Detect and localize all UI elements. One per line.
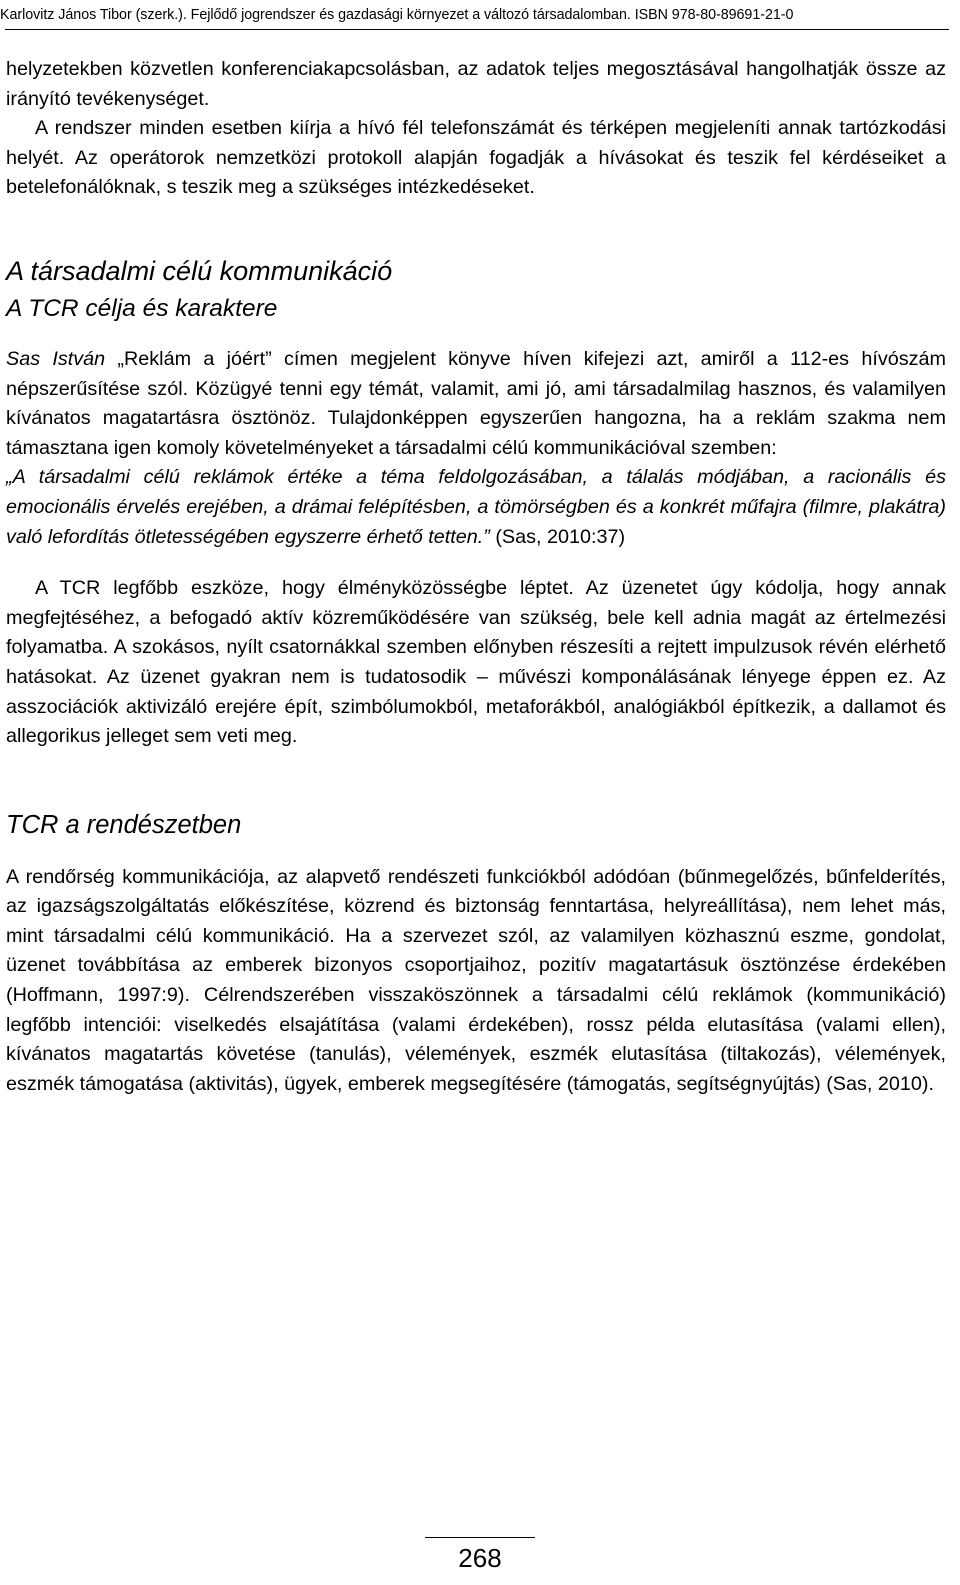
- author-name: Sas István: [6, 347, 106, 370]
- paragraph-3: [6, 345, 946, 463]
- block-quote: [6, 463, 946, 552]
- spacer: [6, 552, 946, 574]
- page-body: [6, 55, 946, 1099]
- spacer: [6, 324, 946, 345]
- paragraph-5: A rendőrség kommunikációja, az alapvető rendészeti funkciókból adódóan (bűnmegelőzés, bűnfelderítés, az igazságszolgáltatás előkészítése, közrend és biztonság fenntartása, helyreállítása), nem lehet más, mint társadalmi célú kommunikáció. Ha a szervezet szól, az valamilyen közhasznú eszme, gondolat, üzenet továbbítása az emberek bizonyos csoportjaihoz, pozitív magatartásuk ösztönzése érdekében (Hoffmann, 1997:9). Célrendszerében visszaköszönnek a társadalmi célú reklámok (kommunikáció) legfőbb intenciói: viselkedés elsajátítása (valami érdekében), rossz példa elutasítása (valami ellen), kívánatos magatartás követése (tanulás), vélemények, eszmék elutasítása (tiltakozás), vélemények, eszmék támogatása (aktivitás), ügyek, emberek megsegítésére (támogatás, segítségnyújtás) (Sas, 2010).: [6, 865, 946, 1095]
- paragraph-1: helyzetekben közvetlen konferenciakapcsolásban, az adatok teljes megosztásával hangolhatják össze az irányító tevékenységet.: [6, 58, 946, 110]
- spacer: [6, 203, 946, 255]
- footer-divider: [425, 1537, 535, 1538]
- section-title: A társadalmi célú kommunikáció: [6, 255, 393, 286]
- page-number: 268: [458, 1543, 502, 1573]
- quote-citation: (Sas, 2010:37): [489, 525, 626, 548]
- header-divider: [5, 29, 949, 30]
- spacer: [6, 841, 946, 863]
- running-header: Karlovitz János Tibor (szerk.). Fejlődő jogrendszer és gazdasági környezet a változó társadalomban. ISBN 978-80-89691-21-0: [0, 7, 794, 23]
- subsection-title: A TCR célja és karaktere: [6, 294, 278, 322]
- quote-text: „A társadalmi célú reklámok értéke a téma feldolgozásában, a tálalás módjában, a racionális és emocionális érvelés erejében, a drámai felépítésben, a tömörségben és a konkrét műfajra (filmre, plakátra) való lefordítás ötletességében egyszerre érhető tetten.”: [6, 466, 946, 548]
- section-2-title: TCR a rendészetben: [6, 810, 242, 839]
- spacer: [6, 752, 946, 809]
- paragraph-4: A TCR legfőbb eszköze, hogy élményközösségbe léptet. Az üzenetet úgy kódolja, hogy annak megfejtéséhez, a befogadó aktív közreműködésére van szükség, bele kell adnia magát az értelmezési folyamatba. A szokásos, nyílt csatornákkal szemben előnyben részesíti a rejtett impulzusok révén elérhető hatásokat. Az üzenet gyakran nem is tudatosodik – művészi komponálásának lényege éppen ez. Az asszociációk aktivizáló erejére épít, szimbólumokból, metaforákból, analógiákból építkezik, a dallamot és allegorikus jelleget sem veti meg.: [6, 577, 946, 748]
- paragraph-3-text: „Reklám a jóért” címen megjelent könyve híven kifejezi azt, amiről a 112-es hívószám népszerűsítése szól. Közügyé tenni egy témát, valamit, ami jó, ami társadalmilag hasznos, és valamilyen kívánatos magatartásra ösztönöz. Tulajdonképpen egyszerűen hangozna, ha a reklám szakma nem támasztana igen komoly követelményeket a társadalmi célú kommunikációval szemben:: [6, 347, 946, 459]
- paragraph-2: A rendszer minden esetben kiírja a hívó fél telefonszámát és térképen megjeleníti annak tartózkodási helyét. Az operátorok nemzetközi protokoll alapján fogadják a hívásokat és teszik fel kérdéseiket a betelefonálóknak, s teszik meg a szükséges intézkedéseket.: [6, 117, 946, 199]
- spacer: [6, 287, 946, 294]
